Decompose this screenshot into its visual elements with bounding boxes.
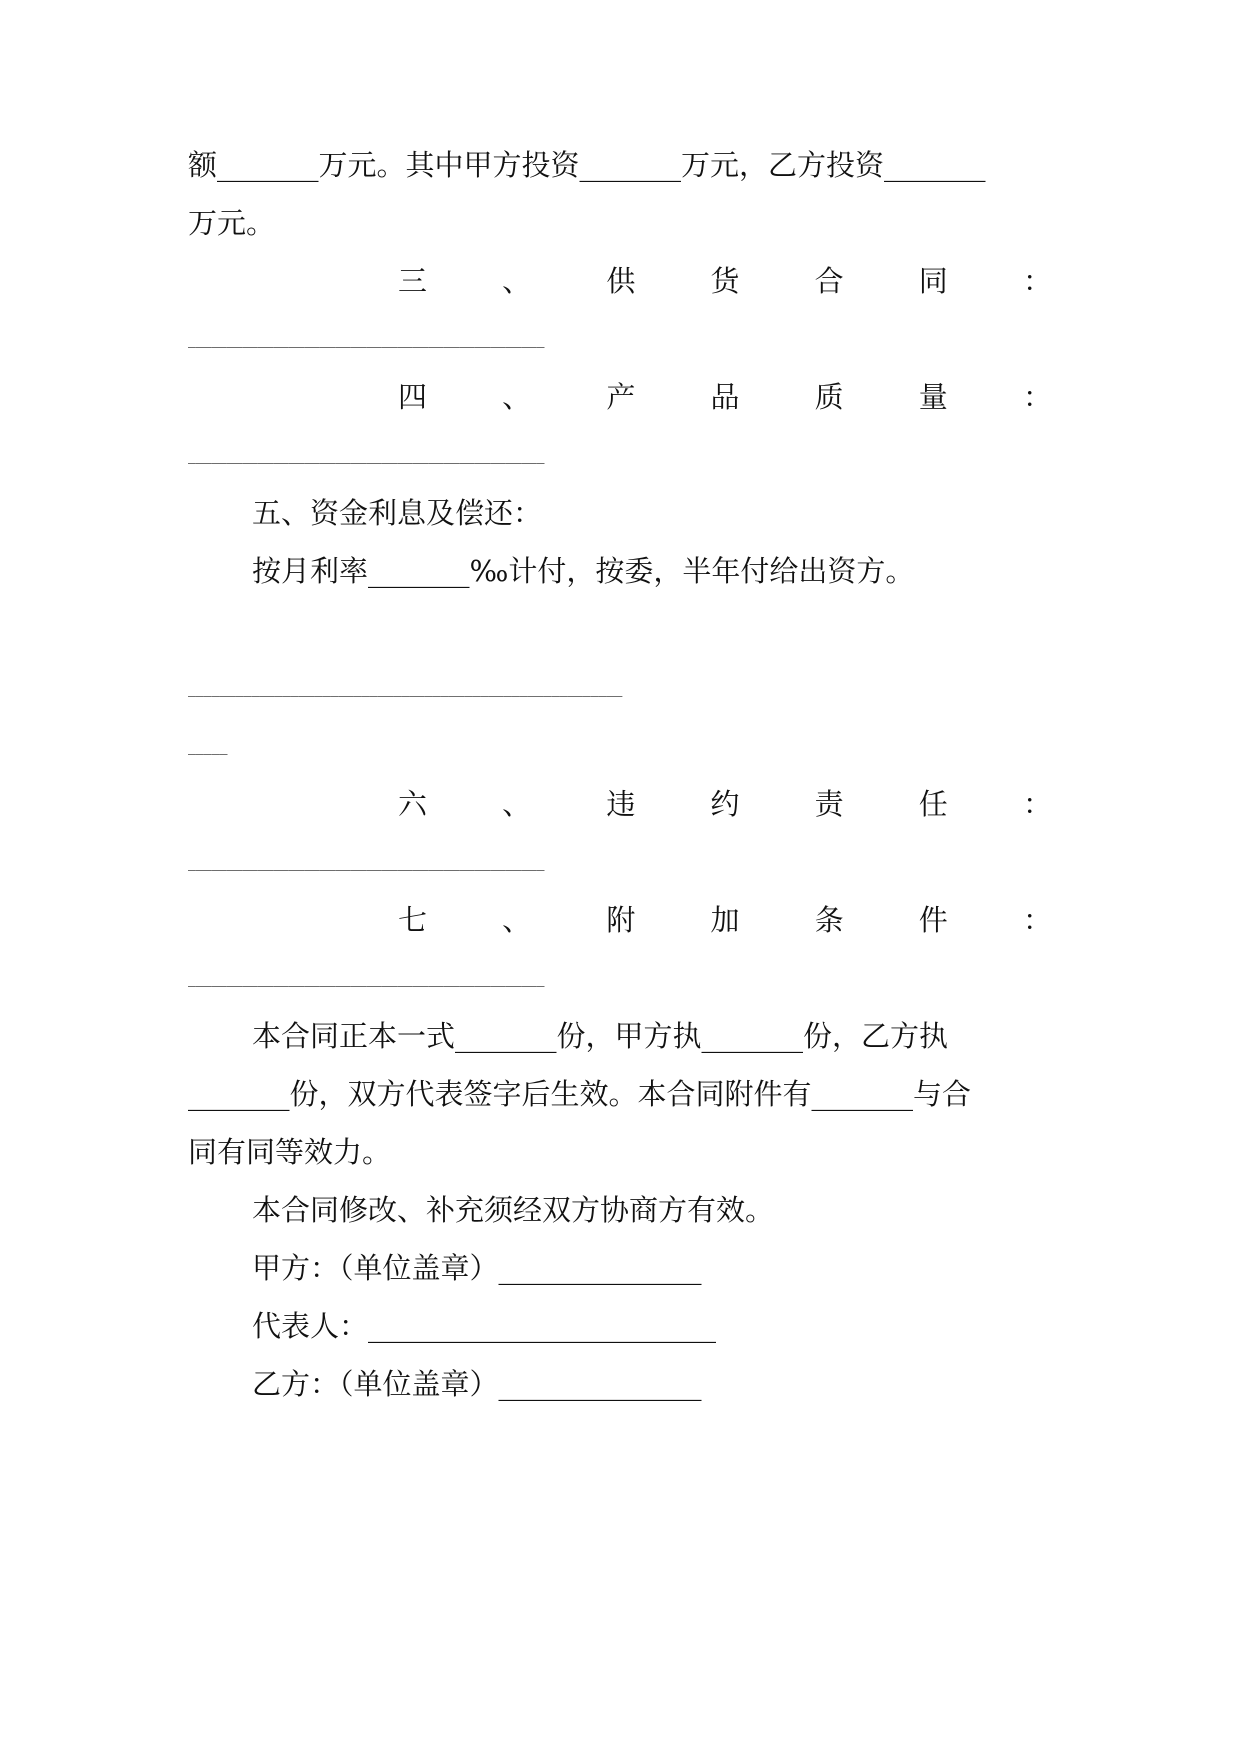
section-4-heading [188, 377, 1052, 417]
copies-line-2: _______份，双方代表签字后生效。本合同附件有_______与合 [188, 1077, 972, 1111]
section-7-char: 件 [918, 903, 948, 937]
section-6-char: 约 [710, 787, 740, 821]
section-4-blank: ______________________________________________ [188, 446, 545, 464]
section-4-char: 量 [918, 380, 948, 414]
investment-line-2: 万元。 [188, 206, 276, 240]
section-7-char: 条 [814, 903, 844, 937]
section-7-char: ： [1022, 903, 1052, 937]
section-7-blank: ______________________________________________ [188, 969, 545, 987]
section-3-char: ： [1022, 264, 1052, 298]
section-6-heading [188, 784, 1052, 824]
section-7-char: 、 [502, 903, 532, 937]
section-4-char: 质 [814, 380, 844, 414]
section-4-char: 四 [398, 380, 428, 414]
interest-rate-line: 按月利率_______‰计付，按委，半年付给出资方。 [252, 554, 915, 588]
section-6-blank: ______________________________________________ [188, 853, 545, 871]
section-3-char: 供 [606, 264, 636, 298]
section-6-char: 任 [918, 787, 948, 821]
section-3-blank: ______________________________________________ [188, 330, 545, 348]
section-7-char: 七 [398, 903, 428, 937]
section-7-heading [188, 900, 1052, 940]
section-3-heading [188, 261, 1052, 301]
copies-line-1: 本合同正本一式_______份，甲方执_______份，乙方执 [252, 1019, 949, 1053]
section-4-char: 、 [502, 380, 532, 414]
section-3-char: 、 [502, 264, 532, 298]
section-5-blank-2: _____ [188, 736, 228, 755]
section-3-char: 三 [398, 264, 428, 298]
section-7-char: 加 [710, 903, 740, 937]
section-4-char: 品 [710, 380, 740, 414]
investment-line-1: 额_______万元。其中甲方投资_______万元，乙方投资_______ [188, 148, 986, 182]
section-6-char: 、 [502, 787, 532, 821]
section-5-title: 五、资金利息及偿还： [252, 496, 543, 530]
section-3-char: 货 [710, 264, 740, 298]
section-6-char: 违 [606, 787, 636, 821]
representative-signature: 代表人：________________________ [252, 1309, 717, 1343]
section-6-char: ： [1022, 787, 1052, 821]
section-4-char: ： [1022, 380, 1052, 414]
section-5-blank-1: _______________________________________________________ [188, 678, 623, 697]
section-3-char: 合 [814, 264, 844, 298]
section-6-char: 六 [398, 787, 428, 821]
party-b-signature: 乙方：（单位盖章）______________ [252, 1367, 702, 1401]
section-6-char: 责 [814, 787, 844, 821]
amendment-clause: 本合同修改、补充须经双方协商方有效。 [252, 1193, 775, 1227]
section-4-char: 产 [606, 380, 636, 414]
section-7-char: 附 [606, 903, 636, 937]
copies-line-3: 同有同等效力。 [188, 1135, 392, 1169]
section-3-char: 同 [918, 264, 948, 298]
party-a-signature: 甲方：（单位盖章）______________ [252, 1251, 702, 1285]
